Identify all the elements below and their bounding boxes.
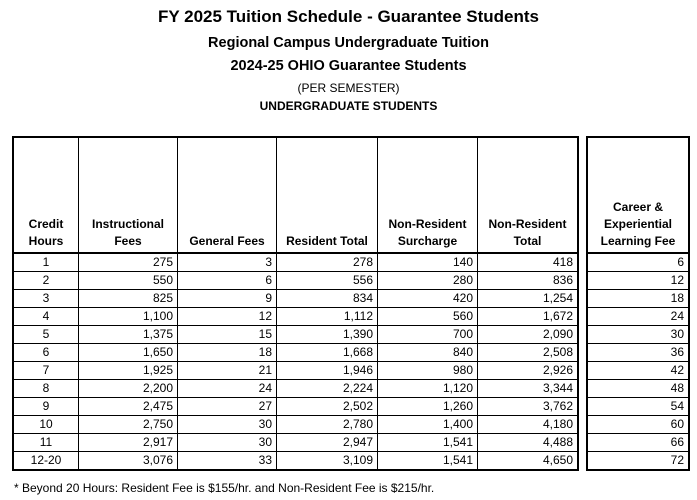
- header-nonresident-surcharge: Non-Resident Surcharge: [378, 137, 478, 253]
- table-row: [13, 362, 578, 380]
- header-instructional-fees: Instructional Fees: [79, 137, 178, 253]
- table-row: [13, 253, 578, 272]
- cell-career-fee: 18: [587, 290, 689, 308]
- cell-resident-total: 556: [277, 272, 378, 290]
- cell-resident-total: 1,668: [277, 344, 378, 362]
- cell-nonresident-total: 1,254: [478, 290, 579, 308]
- cell-general-fees: 6: [178, 272, 277, 290]
- cell-resident-total: 1,390: [277, 326, 378, 344]
- header-general-fees: General Fees: [178, 137, 277, 253]
- career-fee-table: [586, 136, 690, 471]
- cell-career-fee: 12: [587, 272, 689, 290]
- cell-resident-total: 1,112: [277, 308, 378, 326]
- cell-career-fee: 6: [587, 253, 689, 272]
- cell-nonresident-total: 1,672: [478, 308, 579, 326]
- cell-resident-total: 2,947: [277, 434, 378, 452]
- cell-credit-hours: 4: [13, 308, 79, 326]
- cell-instructional-fees: 2,475: [79, 398, 178, 416]
- header-credit-hours: Credit Hours: [13, 137, 79, 253]
- header-career-fee: Career & Experiential Learning Fee: [587, 137, 689, 253]
- cell-credit-hours: 8: [13, 380, 79, 398]
- cell-career-fee: 72: [587, 452, 689, 471]
- cell-instructional-fees: 2,750: [79, 416, 178, 434]
- cell-nonresident-total: 2,508: [478, 344, 579, 362]
- cell-nonresident-total: 4,488: [478, 434, 579, 452]
- cell-credit-hours: 5: [13, 326, 79, 344]
- cell-nonresident-surcharge: 840: [378, 344, 478, 362]
- cell-general-fees: 15: [178, 326, 277, 344]
- table-row: [587, 362, 689, 380]
- table-row: [587, 326, 689, 344]
- cell-nonresident-surcharge: 1,541: [378, 452, 478, 471]
- cell-resident-total: 3,109: [277, 452, 378, 471]
- table-row: [13, 380, 578, 398]
- cell-credit-hours: 2: [13, 272, 79, 290]
- table-row: [13, 290, 578, 308]
- cell-nonresident-surcharge: 560: [378, 308, 478, 326]
- cell-general-fees: 27: [178, 398, 277, 416]
- cell-nonresident-surcharge: 1,400: [378, 416, 478, 434]
- cell-general-fees: 18: [178, 344, 277, 362]
- cell-resident-total: 834: [277, 290, 378, 308]
- cell-instructional-fees: 550: [79, 272, 178, 290]
- cell-credit-hours: 10: [13, 416, 79, 434]
- cell-nonresident-total: 3,344: [478, 380, 579, 398]
- table-row: [13, 452, 578, 471]
- cell-nonresident-total: 3,762: [478, 398, 579, 416]
- table-row: [13, 272, 578, 290]
- header-nonresident-total: Non-Resident Total: [478, 137, 579, 253]
- table-row: [13, 344, 578, 362]
- table-row: [587, 434, 689, 452]
- cell-resident-total: 278: [277, 253, 378, 272]
- page-title: FY 2025 Tuition Schedule - Guarantee Students: [157, 7, 539, 26]
- cell-career-fee: 48: [587, 380, 689, 398]
- subtitle-campus: Regional Campus Undergraduate Tuition: [208, 35, 489, 51]
- table-row: [13, 326, 578, 344]
- cell-credit-hours: 9: [13, 398, 79, 416]
- table-row: [587, 380, 689, 398]
- cell-general-fees: 21: [178, 362, 277, 380]
- cell-instructional-fees: 1,650: [79, 344, 178, 362]
- cell-resident-total: 2,224: [277, 380, 378, 398]
- footnote: * Beyond 20 Hours: Resident Fee is $155/hr. and Non-Resident Fee is $215/hr.: [14, 481, 435, 495]
- cell-instructional-fees: 1,100: [79, 308, 178, 326]
- cell-nonresident-total: 4,180: [478, 416, 579, 434]
- cell-career-fee: 42: [587, 362, 689, 380]
- cell-general-fees: 30: [178, 416, 277, 434]
- cell-resident-total: 1,946: [277, 362, 378, 380]
- cell-career-fee: 54: [587, 398, 689, 416]
- table-row: [587, 344, 689, 362]
- cell-career-fee: 36: [587, 344, 689, 362]
- cell-career-fee: 66: [587, 434, 689, 452]
- cell-career-fee: 30: [587, 326, 689, 344]
- cell-nonresident-total: 836: [478, 272, 579, 290]
- cell-general-fees: 33: [178, 452, 277, 471]
- cell-nonresident-total: 418: [478, 253, 579, 272]
- cell-nonresident-surcharge: 1,120: [378, 380, 478, 398]
- cell-career-fee: 24: [587, 308, 689, 326]
- cell-nonresident-surcharge: 280: [378, 272, 478, 290]
- cell-general-fees: 30: [178, 434, 277, 452]
- cell-credit-hours: 3: [13, 290, 79, 308]
- table-row: [13, 308, 578, 326]
- table-row: [13, 398, 578, 416]
- cell-credit-hours: 6: [13, 344, 79, 362]
- cell-career-fee: 60: [587, 416, 689, 434]
- cell-nonresident-total: 2,090: [478, 326, 579, 344]
- header-resident-total: Resident Total: [277, 137, 378, 253]
- cell-credit-hours: 7: [13, 362, 79, 380]
- table-row: [587, 398, 689, 416]
- cell-nonresident-surcharge: 700: [378, 326, 478, 344]
- table-row: [587, 272, 689, 290]
- cell-general-fees: 9: [178, 290, 277, 308]
- cell-resident-total: 2,780: [277, 416, 378, 434]
- cell-nonresident-surcharge: 1,260: [378, 398, 478, 416]
- cell-credit-hours: 12-20: [13, 452, 79, 471]
- cell-nonresident-surcharge: 1,541: [378, 434, 478, 452]
- subtitle-students: UNDERGRADUATE STUDENTS: [259, 99, 438, 113]
- cell-resident-total: 2,502: [277, 398, 378, 416]
- table-row: [587, 290, 689, 308]
- table-row: [587, 416, 689, 434]
- cell-nonresident-total: 2,926: [478, 362, 579, 380]
- cell-nonresident-surcharge: 140: [378, 253, 478, 272]
- table-row: [13, 416, 578, 434]
- cell-general-fees: 12: [178, 308, 277, 326]
- cell-nonresident-surcharge: 420: [378, 290, 478, 308]
- cell-instructional-fees: 825: [79, 290, 178, 308]
- cell-instructional-fees: 275: [79, 253, 178, 272]
- table-row: [587, 308, 689, 326]
- table-row: [587, 452, 689, 471]
- cell-credit-hours: 1: [13, 253, 79, 272]
- cell-nonresident-total: 4,650: [478, 452, 579, 471]
- cell-instructional-fees: 1,375: [79, 326, 178, 344]
- cell-general-fees: 3: [178, 253, 277, 272]
- subtitle-period: (PER SEMESTER): [297, 81, 400, 95]
- cell-credit-hours: 11: [13, 434, 79, 452]
- cell-instructional-fees: 3,076: [79, 452, 178, 471]
- cell-general-fees: 24: [178, 380, 277, 398]
- cell-instructional-fees: 2,917: [79, 434, 178, 452]
- cell-nonresident-surcharge: 980: [378, 362, 478, 380]
- table-row: [13, 434, 578, 452]
- tuition-table: [12, 136, 579, 471]
- table-row: [587, 253, 689, 272]
- cell-instructional-fees: 1,925: [79, 362, 178, 380]
- subtitle-year: 2024-25 OHIO Guarantee Students: [230, 58, 467, 74]
- cell-instructional-fees: 2,200: [79, 380, 178, 398]
